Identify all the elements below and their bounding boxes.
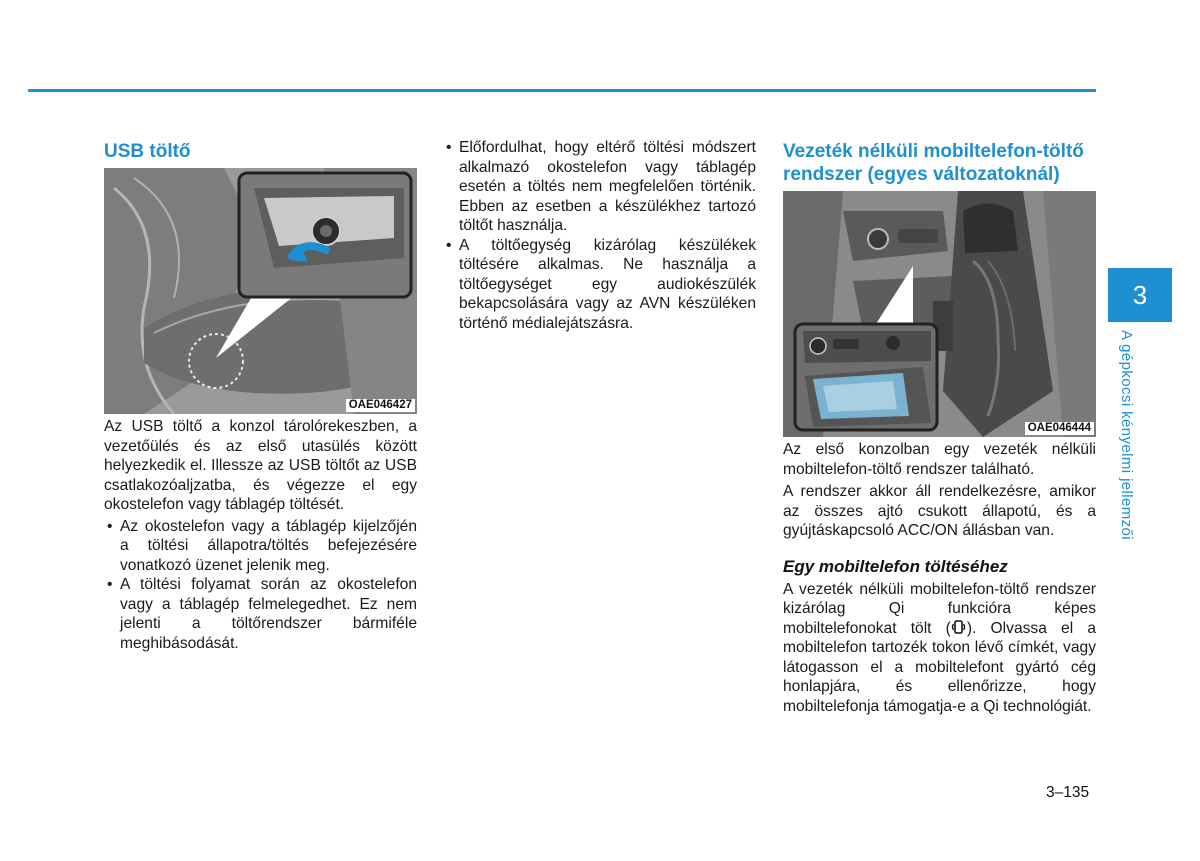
left-column: [104, 140, 417, 653]
paragraph-3-text-b: ). Olvassa el a mobiltelefon tartozék tokon lévő címkét, vagy látogasson el a mobiltelefont gyártó cég honlapjára, és ellenőrizze, hogy mobiltelefonja támogatja-e a Qi technológiát.: [783, 619, 1097, 715]
header-rule: [28, 89, 1096, 92]
qi-wireless-charging-icon: [951, 619, 967, 635]
chapter-title-text: A gépkocsi kényelmi jellemzői: [1118, 330, 1135, 541]
right-column: [783, 140, 1096, 716]
wireless-charger-illustration: [783, 191, 1096, 437]
usb-charger-bullets: [104, 517, 417, 654]
charging-subheading: Egy mobiltelefon töltéséhez: [783, 556, 1008, 576]
list-item: • Előfordulhat, hogy eltérő töltési módszert alkalmazó okostelefon vagy táblagép esetén a töltés nem megfelelően történik. Ebben az esetben a készülékhez tartozó töltőt használja.: [443, 138, 756, 236]
figure-code: OAE046427: [346, 399, 415, 412]
chapter-title: [1118, 330, 1158, 570]
usb-charger-paragraph: Az USB töltő a konzol tárolórekeszben, a vezetőülés és az első utasülés között helyezkedik el. Illessze az USB töltőt az USB csatlakozóaljzatba, és végezze el egy okostelefon vagy táblagép töltését.: [104, 418, 417, 513]
usb-charger-illustration: [104, 168, 417, 414]
usb-charger-heading: USB töltő: [104, 141, 191, 162]
list-item: • Az okostelefon vagy a táblagép kijelzőjén a töltési állapotra/töltés befejezésére vonatkozó üzenet jelenik meg.: [104, 517, 417, 576]
list-item: • A töltési folyamat során az okostelefon vagy a táblagép felmelegedhet. Ez nem jelenti a töltőrendszer bármiféle meghibásodását.: [104, 575, 417, 653]
wireless-paragraph-2: A rendszer akkor áll rendelkezésre, amikor az összes ajtó csukott állapotú, és a gyújtáskapcsoló ACC/ON állásban van.: [783, 483, 1096, 539]
usb-charger-figure: [104, 168, 417, 414]
paragraph-3-text-a: A vezeték nélküli mobiltelefon-töltő rendszer kizárólag Qi funkcióra képes mobiltelefonokat tölt (: [783, 580, 1096, 637]
chapter-number-tab: 3: [1108, 268, 1172, 322]
wireless-paragraph-3: [783, 580, 1096, 717]
wireless-paragraph-1: Az első konzolban egy vezeték nélküli mobiltelefon-töltő rendszer található.: [783, 441, 1096, 478]
page-number: 3–135: [1046, 784, 1090, 801]
wireless-charger-figure: [783, 191, 1096, 437]
middle-column: [443, 138, 756, 333]
list-item: • A töltőegység kizárólag készülékek töltésére alkalmas. Ne használja a töltőegységet egy audiokészülék bekapcsolására vagy az AVN készüléken történő médialejátszásra.: [443, 236, 756, 334]
usb-notes-bullets: [443, 138, 756, 333]
wireless-charger-heading: Vezeték nélküli mobiltelefon-töltő rendszer (egyes változatoknál): [783, 141, 1084, 185]
figure-code: OAE046444: [1025, 422, 1094, 435]
